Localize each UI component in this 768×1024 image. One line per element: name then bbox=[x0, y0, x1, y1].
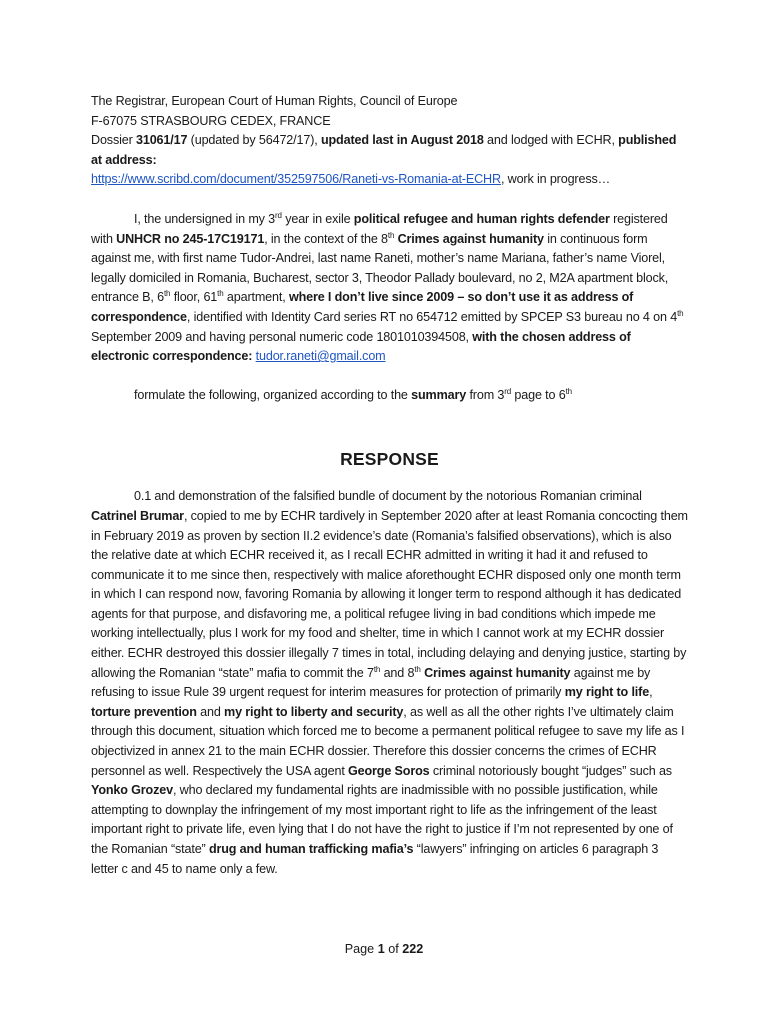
response-heading: RESPONSE bbox=[340, 449, 439, 470]
strasbourg-line: F-67075 STRASBOURG CEDEX, FRANCE bbox=[91, 113, 331, 128]
scribd-link[interactable]: https://www.scribd.com/document/352597506/Raneti-vs-Romania-at-ECHR bbox=[91, 172, 501, 187]
dossier-line: Dossier 31061/17 (updated by 56472/17), updated last in August 2018 and lodged with ECHR, published at address: bbox=[91, 133, 677, 167]
body-paragraph: 0.1 and demonstration of the falsified bundle of document by the notorious Romanian criminal Catrinel Brumar, copied to me by ECHR tardively in September 2020 after at least Romania concocting them in February 2019 as proven by section II.2 evidence’s date (Romania’s falsified observations), which is also the relative date at which ECHR received it, as I recall ECHR admitted in writing it had it and refused to communicate it to me since then, respectively with malice aforethought ECHR disposed only one month term in which I can respond now, favoring Romania by allowing it longer term to respond although it has dedicated agents for that purpose, and disfavoring me, a political refugee living in bad conditions which impede me working intellectually, plus I work for my food and shelter, time in which I cannot work at my ECHR dossier either. ECHR destroyed this dossier illegally 7 times in total, including delaying and denying justice, starting by allowing the Romanian “state” mafia to commit the 7th and 8th Crimes against humanity against me by refusing to issue Rule 39 urgent request for interim measures for protection of primarily my right to life, torture prevention and my right to liberty and security, as well as all the other rights I’ve ultimately claim through this document, situation which forced me to become a permanent political refugee to save my life as I objectivized in annex 21 to the main ECHR dossier. Therefore this dossier concerns the crimes of ECHR personnel as well. Respectively the USA agent George Soros criminal notoriously bought “judges” such as Yonko Grozev, who declared my fundamental rights are inadmissible with no possible justification, while attempting to downplay the infringement of my most important right to life as the infringement of the least important right to private life, even lying that I do not have the right to justice if I’m not represented by one of the Romanian “state” drug and human trafficking mafia’s “lawyers” infringing on articles 6 paragraph 3 letter c and 45 to name only a few. bbox=[91, 489, 688, 876]
address-block: The Registrar, European Court of Human Rights, Council of Europe F-67075 STRASBOURG CEDEX, FRANCE Dossier 31061/17 (updated by 56472/17), updated last in August 2018 and lodged with ECHR, published at address: https://www.scribd.com/document/352597506/Raneti-vs-Romania-at-ECHR, work in progress… bbox=[91, 94, 677, 187]
page-number-footer: Page 1 of 222 bbox=[344, 942, 424, 956]
registrar-line: The Registrar, European Court of Human Rights, Council of Europe bbox=[91, 94, 458, 108]
email-link[interactable]: tudor.raneti@gmail.com bbox=[255, 349, 386, 364]
formulate-line: formulate the following, organized according to the summary from 3rd page to 6th bbox=[134, 386, 572, 402]
intro-paragraph: I, the undersigned in my 3rd year in exile political refugee and human rights defender registered with UNHCR no 245-17C19171, in the context of the 8th Crimes against humanity in continuous form against me, with first name Tudor-Andrei, last name Raneti, mother’s name Mariana, father’s name Viorel, legally domiciled in Romania, Bucharest, sector 3, Theodor Pallady boulevard, no 2, M2A apartment block, entrance B, 6th floor, 61th apartment, where I don’t live since 2009 – so don’t use it as address of correspondence, identified with Identity Card series RT no 654712 emitted by SPCEP S3 bureau no 4 on 4th September 2009 and having personal numeric code 1801010394508, with the chosen address of electronic correspondence: tudor.raneti@gmail.com bbox=[91, 210, 684, 364]
dossier-number: 31061/17 bbox=[136, 133, 188, 148]
